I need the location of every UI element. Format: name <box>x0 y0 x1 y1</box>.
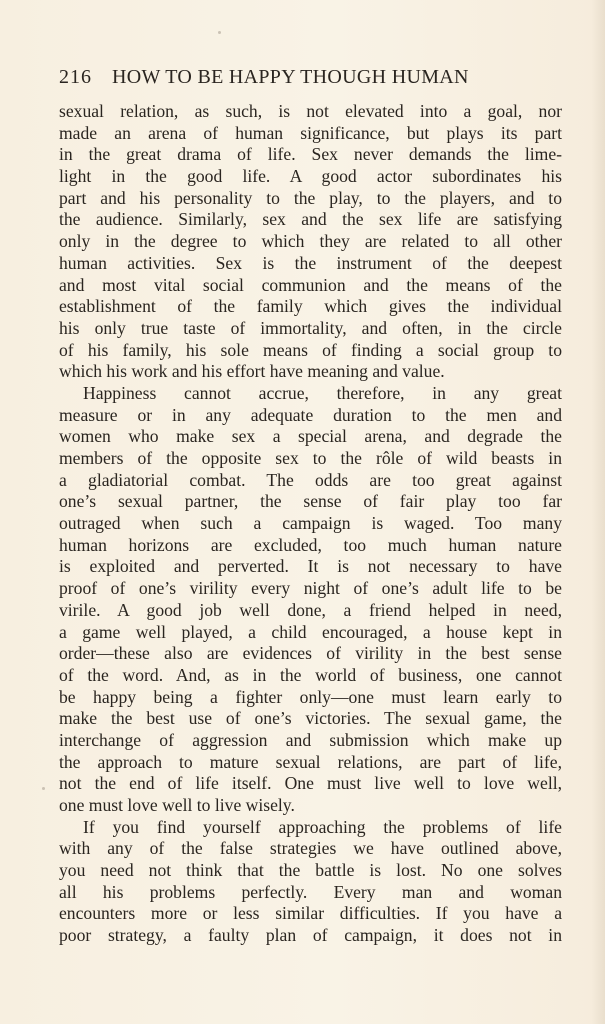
paper-speck <box>218 31 221 34</box>
text-line: in the great drama of life. Sex never demands the lime- <box>59 144 562 165</box>
text-line: order—these also are evidences of virility in the best sense <box>59 643 562 664</box>
text-line: members of the opposite sex to the rôle of wild beasts in <box>59 448 562 468</box>
running-title: HOW TO BE HAPPY THOUGH HUMAN <box>112 66 469 88</box>
text-line: made an arena of human significance, but plays its part <box>59 122 562 143</box>
text-line: you need not think that the battle is lost. No one solves <box>59 860 562 881</box>
text-line: light in the good life. A good actor subordinates his <box>59 166 562 187</box>
text-line: a gladiatorial combat. The odds are too great against <box>59 469 562 490</box>
text-line: and most vital social communion and the means of the <box>59 274 562 295</box>
text-line: not the end of life itself. One must live well to love well, <box>59 773 562 794</box>
text-line: is exploited and perverted. It is not necessary to have <box>59 556 562 577</box>
text-line: human horizons are excluded, too much human nature <box>59 534 562 555</box>
page-number: 216 <box>59 66 92 88</box>
text-line: encounters more or less similar difficulties. If you have a <box>59 903 562 924</box>
text-line: be happy being a fighter only—one must learn early to <box>59 686 562 707</box>
text-line: his only true taste of immortality, and often, in the circle <box>59 317 562 338</box>
running-header <box>59 66 565 92</box>
page-edge-shadow <box>591 0 605 1024</box>
text-line: one must love well to live wisely. <box>59 795 295 815</box>
text-line: virile. A good job well done, a friend helped in need, <box>59 599 562 620</box>
text-line: make the best use of one’s victories. The sexual game, the <box>59 708 562 729</box>
text-line: of his family, his sole means of finding a social group to <box>59 339 562 360</box>
text-line: of the word. And, as in the world of business, one cannot <box>59 664 562 685</box>
text-line: interchange of aggression and submission which make up <box>59 729 562 750</box>
text-line: part and his personality to the play, to the players, and to <box>59 187 562 208</box>
text-line: outraged when such a campaign is waged. Too many <box>59 513 562 534</box>
text-line: poor strategy, a faulty plan of campaign, it does not in <box>59 925 562 946</box>
text-line: the audience. Similarly, sex and the sex life are satisfying <box>59 209 562 230</box>
paper-speck <box>42 787 45 790</box>
text-line: proof of one’s virility every night of one’s adult life to be <box>59 578 562 599</box>
text-line: women who make sex a special arena, and degrade the <box>59 426 562 447</box>
text-line: measure or in any adequate duration to the men and <box>59 404 562 425</box>
text-line: the approach to mature sexual relations, are part of life, <box>59 751 562 772</box>
text-line: Happiness cannot accrue, therefore, in any great <box>83 382 562 403</box>
text-line: If you find yourself approaching the problems of life <box>83 816 562 837</box>
text-line: only in the degree to which they are related to all other <box>59 231 562 252</box>
text-line: establishment of the family which gives the individual <box>59 296 562 317</box>
text-line: which his work and his effort have meaning and value. <box>59 361 445 382</box>
text-line: all his problems perfectly. Every man and woman <box>59 881 562 902</box>
text-line: sexual relation, as such, is not elevated into a goal, nor <box>59 101 562 121</box>
text-line: a game well played, a child encouraged, a house kept in <box>59 621 562 642</box>
body-text <box>59 101 562 947</box>
text-line: with any of the false strategies we have outlined above, <box>59 838 562 859</box>
text-line: human activities. Sex is the instrument of the deepest <box>59 252 562 273</box>
text-line: one’s sexual partner, the sense of fair play too far <box>59 491 562 512</box>
